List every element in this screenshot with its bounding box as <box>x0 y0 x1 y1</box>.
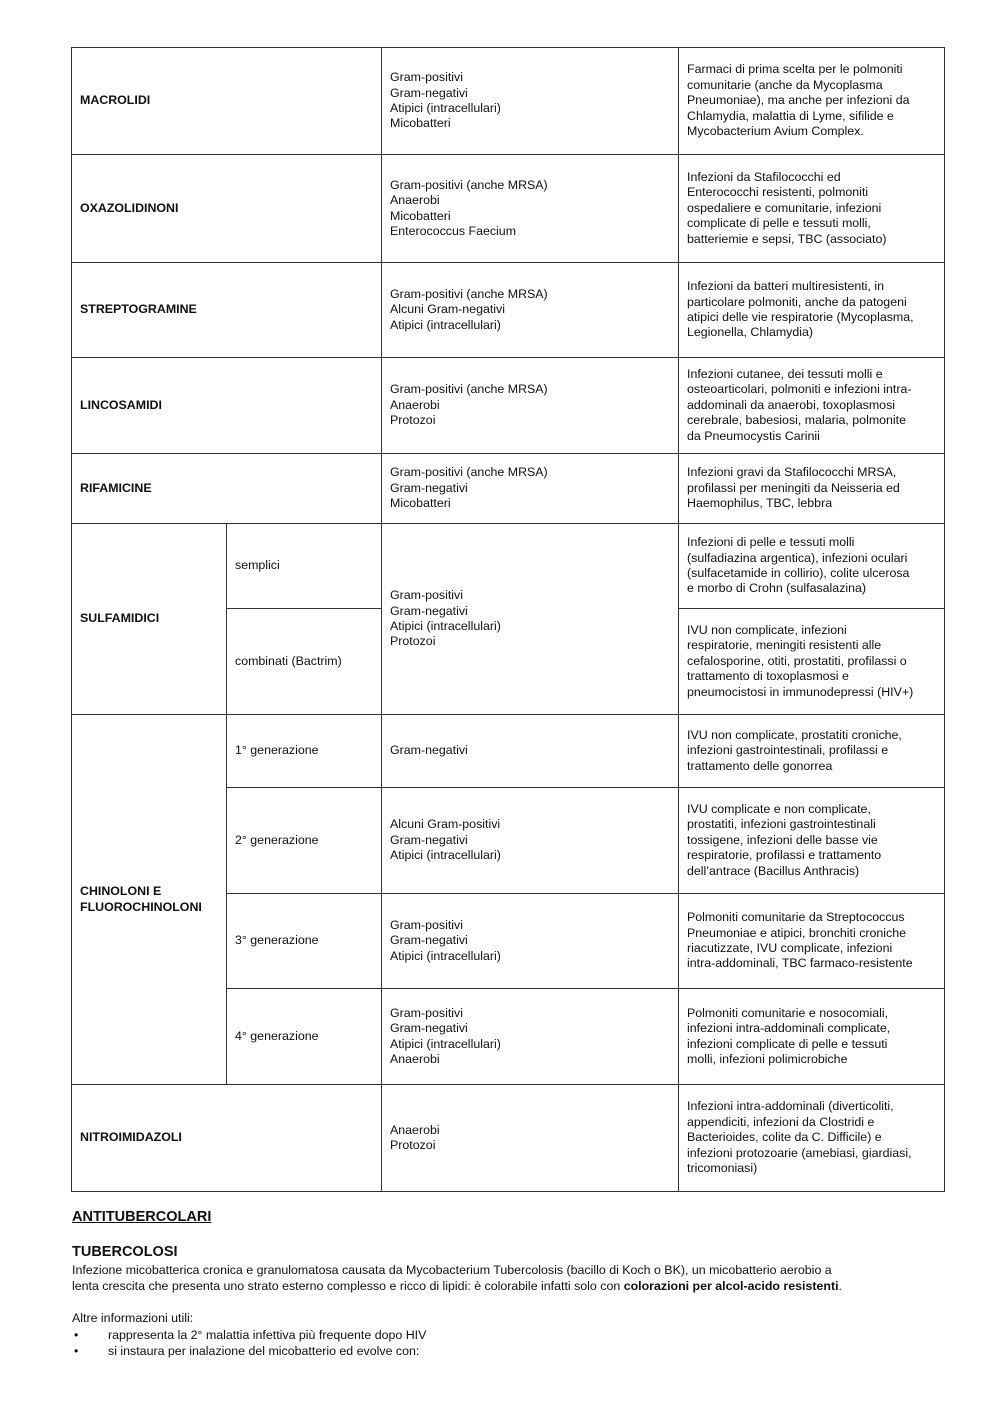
definition-text: lenta crescita che presenta uno strato esterno complesso e ricco di lipidi: è colorabile infatti solo con <box>72 1279 624 1293</box>
uses-line: pneumocistosi in immunodepressi (HIV+) <box>687 684 914 699</box>
definition-text: . <box>838 1279 842 1293</box>
spectrum-cell <box>382 894 679 989</box>
uses-line: ospedaliere e comunitarie, infezioni <box>687 200 882 215</box>
spectrum-cell <box>382 715 679 788</box>
uses-cell <box>679 524 945 609</box>
spectrum-item: Protozoi <box>390 413 436 428</box>
uses-line: intra-addominali, TBC farmaco-resistente <box>687 956 913 971</box>
uses-line: infezioni gastrointestinali, profilassi e <box>687 743 889 758</box>
class-name-cell <box>72 454 382 524</box>
class-name-cell <box>72 155 382 263</box>
spectrum-item: Gram-positivi (anche MRSA) <box>390 465 548 480</box>
class-name: FLUOROCHINOLONI <box>80 899 202 914</box>
definition-paragraph <box>72 1262 944 1294</box>
uses-line: Pneumoniae e atipici, bronchiti croniche <box>687 925 907 940</box>
uses-line: complicate di pelle e tessuti molli, <box>687 216 871 231</box>
uses-cell <box>679 155 945 263</box>
uses-line: tossigene, infezioni delle basse vie <box>687 832 878 847</box>
uses-cell <box>679 989 945 1085</box>
uses-line: cefalosporine, otiti, prostatiti, profilassi o <box>687 653 907 668</box>
spectrum-item: Alcuni Gram-positivi <box>390 817 501 832</box>
spectrum-cell <box>382 524 679 715</box>
uses-line: riacutizzate, IVU complicate, infezioni <box>687 941 893 955</box>
subclass-label: combinati (Bactrim) <box>235 653 342 668</box>
spectrum-cell <box>382 155 679 263</box>
uses-line: Farmaci di prima scelta per le polmoniti <box>687 62 903 77</box>
spectrum-cell <box>382 48 679 155</box>
spectrum-item: Gram-negativi <box>390 743 468 758</box>
list-item <box>72 1327 944 1343</box>
uses-line: addominali da anaerobi, toxoplasmosi <box>687 397 896 412</box>
uses-line: Infezioni da batteri multiresistenti, in <box>687 279 884 294</box>
uses-cell <box>679 454 945 524</box>
uses-line: Infezioni da Stafilococchi ed <box>687 169 841 184</box>
antibiotics-table <box>71 47 945 1192</box>
spectrum-item: Atipici (intracellulari) <box>390 101 501 115</box>
spectrum-item: Protozoi <box>390 1138 436 1152</box>
table-row <box>72 48 945 155</box>
table-row <box>72 155 945 263</box>
subclass-label: 2° generazione <box>235 832 319 847</box>
class-name: MACROLIDI <box>80 93 151 108</box>
section-title: ANTITUBERCOLARI <box>72 1209 212 1225</box>
table-row <box>72 358 945 454</box>
uses-line: respiratorie, profilassi e trattamento <box>687 848 882 863</box>
spectrum-item: Gram-positivi (anche MRSA) <box>390 382 548 397</box>
spectrum-item: Gram-negativi <box>390 85 468 100</box>
section-heading: TUBERCOLOSI <box>72 1244 178 1260</box>
class-name-cell <box>72 263 382 358</box>
uses-line: da Pneumocystis Carinii <box>687 428 820 443</box>
uses-line: particolare polmoniti, anche da patogeni <box>687 294 907 309</box>
subclass-cell <box>227 788 382 894</box>
table-row <box>72 524 945 609</box>
spectrum-cell <box>382 454 679 524</box>
uses-line: (sulfadiazina argentica), infezioni oculari <box>687 550 908 565</box>
uses-line: Infezioni di pelle e tessuti molli <box>687 535 855 550</box>
spectrum-item: Gram-negativi <box>390 1021 468 1036</box>
uses-line: infezioni protozoarie (amebiasi, giardiasi, <box>687 1145 912 1160</box>
spectrum-item: Gram-negativi <box>390 832 468 847</box>
class-name-cell <box>72 1085 382 1192</box>
table-row <box>72 715 945 788</box>
uses-line: Bacterioides, colite da C. Difficile) e <box>687 1130 882 1145</box>
uses-line: Polmoniti comunitarie da Streptococcus <box>687 910 905 925</box>
spectrum-item: Protozoi <box>390 634 436 649</box>
uses-line: Enterococchi resistenti, polmoniti <box>687 185 869 200</box>
uses-line: Mycobacterium Avium Complex. <box>687 124 864 139</box>
uses-line: IVU complicate e non complicate, <box>687 801 871 816</box>
uses-line: molli, infezioni polimicrobiche <box>687 1051 848 1066</box>
subclass-cell <box>227 989 382 1085</box>
uses-cell <box>679 715 945 788</box>
uses-line: appendiciti, infezioni da Clostridi e <box>687 1114 875 1129</box>
definition-line: Infezione micobatterica cronica e granulomatosa causata da Mycobacterium Tubercolosis (bacillo di Koch o BK), un micobatterio aerobio a <box>72 1263 832 1277</box>
subclass-label: 3° generazione <box>235 933 319 948</box>
spectrum-cell <box>382 788 679 894</box>
spectrum-item: Atipici (intracellulari) <box>390 948 501 963</box>
class-name-cell <box>72 48 382 155</box>
class-name: NITROIMIDAZOLI <box>80 1130 182 1145</box>
spectrum-item: Atipici (intracellulari) <box>390 317 501 332</box>
class-name: OXAZOLIDINONI <box>80 200 179 215</box>
subclass-label: semplici <box>235 558 280 573</box>
uses-line: cerebrale, babesiosi, malaria, polmonite <box>687 413 907 428</box>
bullet-icon: • <box>74 1328 79 1342</box>
spectrum-cell <box>382 989 679 1085</box>
uses-line: Infezioni cutanee, dei tessuti molli e <box>687 366 883 381</box>
uses-line: Chlamydia, malattia di Lyme, sifilide e <box>687 108 894 123</box>
uses-line: infezioni intra-addominali complicate, <box>687 1021 891 1036</box>
spectrum-item: Gram-positivi <box>390 917 463 932</box>
spectrum-item: Gram-positivi <box>390 588 463 603</box>
spectrum-item: Micobatteri <box>390 496 451 511</box>
spectrum-item: Gram-positivi <box>390 1005 463 1020</box>
class-name: CHINOLONI E <box>80 884 162 899</box>
spectrum-item: Gram-negativi <box>390 603 468 618</box>
uses-line: IVU non complicate, infezioni <box>687 622 847 637</box>
uses-line: Infezioni gravi da Stafilococchi MRSA, <box>687 465 897 480</box>
spectrum-item: Atipici (intracellulari) <box>390 1036 501 1051</box>
spectrum-item: Gram-positivi <box>390 70 463 85</box>
spectrum-item: Gram-positivi (anche MRSA) <box>390 286 548 301</box>
class-name: RIFAMICINE <box>80 480 152 495</box>
uses-cell <box>679 894 945 989</box>
bullet-icon: • <box>74 1344 79 1358</box>
spectrum-item: Atipici (intracellulari) <box>390 619 501 633</box>
class-name-cell <box>72 524 227 715</box>
uses-line: infezioni complicate di pelle e tessuti <box>687 1036 888 1051</box>
uses-line: IVU non complicate, prostatiti croniche, <box>687 727 902 742</box>
uses-line: Pneumoniae), ma anche per infezioni da <box>687 93 910 108</box>
subclass-cell <box>227 609 382 715</box>
uses-line: (sulfacetamide in collirio), colite ulcerosa <box>687 566 910 580</box>
uses-line: Infezioni intra-addominali (diverticoliti, <box>687 1099 894 1114</box>
spectrum-item: Anaerobi <box>390 1051 440 1066</box>
list-item <box>72 1343 944 1359</box>
table-row <box>72 263 945 358</box>
uses-cell <box>679 1085 945 1192</box>
uses-line: atipici delle vie respiratorie (Mycoplasma, <box>687 310 914 324</box>
spectrum-item: Micobatteri <box>390 208 451 223</box>
spectrum-cell <box>382 1085 679 1192</box>
uses-line: trattamento delle gonorrea <box>687 758 833 773</box>
spectrum-item: Anaerobi <box>390 397 440 412</box>
subclass-cell <box>227 715 382 788</box>
uses-cell <box>679 48 945 155</box>
table-row <box>72 454 945 524</box>
info-list <box>72 1327 944 1359</box>
tubercolosi-section <box>72 1209 944 1359</box>
class-name-cell <box>72 715 227 1085</box>
uses-cell <box>679 609 945 715</box>
spectrum-item: Gram-negativi <box>390 480 468 495</box>
class-name: STREPTOGRAMINE <box>80 302 197 317</box>
spectrum-item: Enterococcus Faecium <box>390 223 517 238</box>
spectrum-item: Micobatteri <box>390 116 451 131</box>
spectrum-item: Anaerobi <box>390 193 440 208</box>
uses-line: comunitarie (anche da Mycoplasma <box>687 77 883 92</box>
uses-line: respiratorie, meningiti resistenti alle <box>687 638 882 653</box>
spectrum-item: Atipici (intracellulari) <box>390 848 501 863</box>
table-row <box>72 1085 945 1192</box>
info-label: Altre informazioni utili: <box>72 1311 194 1325</box>
uses-line: e morbo di Crohn (sulfasalazina) <box>687 581 867 596</box>
list-item-text: si instaura per inalazione del micobatterio ed evolve con: <box>108 1344 420 1358</box>
uses-line: prostatiti, infezioni gastrointestinali <box>687 817 876 832</box>
uses-line: trattamento di toxoplasmosi e <box>687 669 849 684</box>
list-item-text: rappresenta la 2° malattia infettiva più frequente dopo HIV <box>108 1328 427 1342</box>
spectrum-item: Gram-positivi (anche MRSA) <box>390 177 548 192</box>
uses-cell <box>679 263 945 358</box>
uses-line: Polmoniti comunitarie e nosocomiali, <box>687 1005 889 1020</box>
uses-line: dell’antrace (Bacillus Anthracis) <box>687 863 860 878</box>
spectrum-item: Gram-negativi <box>390 933 468 948</box>
uses-line: profilassi per meningiti da Neisseria ed <box>687 480 900 495</box>
subclass-label: 4° generazione <box>235 1028 319 1043</box>
uses-line: Haemophilus, TBC, lebbra <box>687 496 833 511</box>
spectrum-item: Anaerobi <box>390 1122 440 1137</box>
class-name: SULFAMIDICI <box>80 611 160 626</box>
uses-line: batteriemie e sepsi, TBC (associato) <box>687 231 887 246</box>
definition-emphasis: colorazioni per alcol-acido resistenti <box>623 1279 839 1293</box>
uses-line: tricomoniasi) <box>687 1161 758 1176</box>
spectrum-cell <box>382 358 679 454</box>
subclass-cell <box>227 524 382 609</box>
class-name-cell <box>72 358 382 454</box>
uses-line: Legionella, Chlamydia) <box>687 325 814 340</box>
uses-cell <box>679 788 945 894</box>
subclass-label: 1° generazione <box>235 743 319 758</box>
spectrum-cell <box>382 263 679 358</box>
uses-cell <box>679 358 945 454</box>
uses-line: osteoarticolari, polmoniti e infezioni intra- <box>687 382 912 397</box>
spectrum-item: Alcuni Gram-negativi <box>390 302 506 317</box>
class-name: LINCOSAMIDI <box>80 397 162 412</box>
subclass-cell <box>227 894 382 989</box>
